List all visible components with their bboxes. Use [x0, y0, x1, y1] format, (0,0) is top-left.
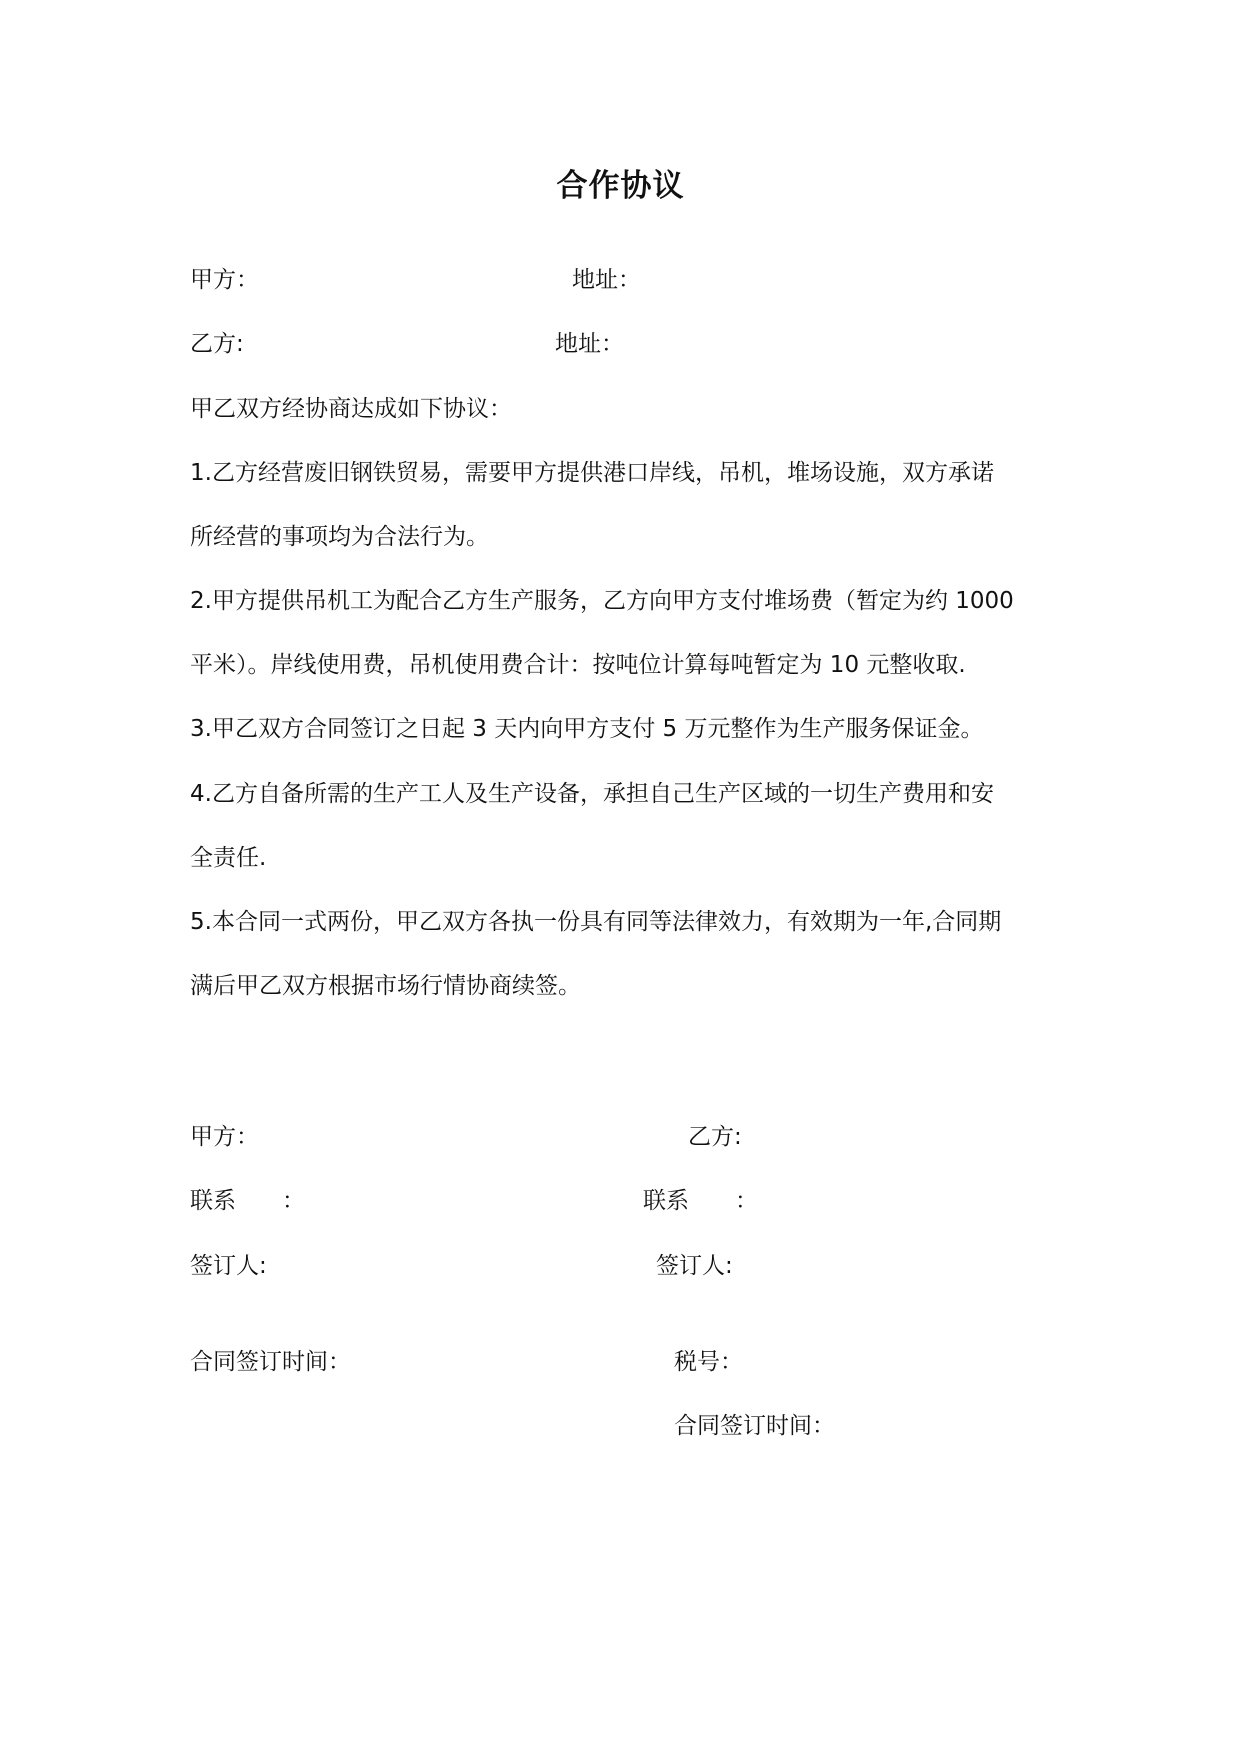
clause-2-line-2: 平米）。岸线使用费，吊机使用费合计：按吨位计算每吨暂定为 10 元整收取. — [190, 652, 966, 678]
party-a-address-label: 地址： — [572, 267, 641, 293]
clause-5-line-1: 5.本合同一式两份，甲乙双方各执一份具有同等法律效力，有效期为一年,合同期 — [190, 909, 1002, 935]
clause-1-line-1: 1.乙方经营废旧钢铁贸易，需要甲方提供港口岸线，吊机，堆场设施，双方承诺 — [190, 460, 994, 486]
clause-4-line-1: 4.乙方自备所需的生产工人及生产设备，承担自己生产区域的一切生产费用和安 — [190, 781, 994, 807]
signature-party-b-date: 合同签订时间： — [674, 1413, 835, 1439]
signature-party-a-label: 甲方： — [190, 1124, 259, 1150]
signature-party-a-contact: 联系 ： — [190, 1188, 305, 1214]
clause-5-line-2: 满后甲乙双方根据市场行情协商续签。 — [190, 973, 581, 999]
signature-party-a-date: 合同签订时间： — [190, 1349, 351, 1375]
signature-party-b-tax-id: 税号： — [674, 1349, 743, 1375]
party-b-address-label: 地址： — [555, 331, 624, 357]
document-title: 合作协议 — [556, 168, 685, 204]
clause-4-line-2: 全责任. — [190, 845, 267, 871]
clause-1-line-2: 所经营的事项均为合法行为。 — [190, 524, 489, 550]
signature-party-b-contact: 联系 ： — [643, 1188, 758, 1214]
signature-party-a-signer: 签订人: — [190, 1253, 267, 1279]
signature-party-b-label: 乙方: — [688, 1124, 742, 1150]
clause-3-line-1: 3.甲乙双方合同签订之日起 3 天内向甲方支付 5 万元整作为生产服务保证金。 — [190, 716, 984, 742]
clause-2-line-1: 2.甲方提供吊机工为配合乙方生产服务，乙方向甲方支付堆场费（暂定为约 1000 — [190, 588, 1014, 614]
intro-text: 甲乙双方经协商达成如下协议： — [190, 396, 512, 422]
party-b-label: 乙方: — [190, 331, 244, 357]
party-a-label: 甲方： — [190, 267, 259, 293]
signature-party-b-signer: 签订人: — [656, 1253, 733, 1279]
